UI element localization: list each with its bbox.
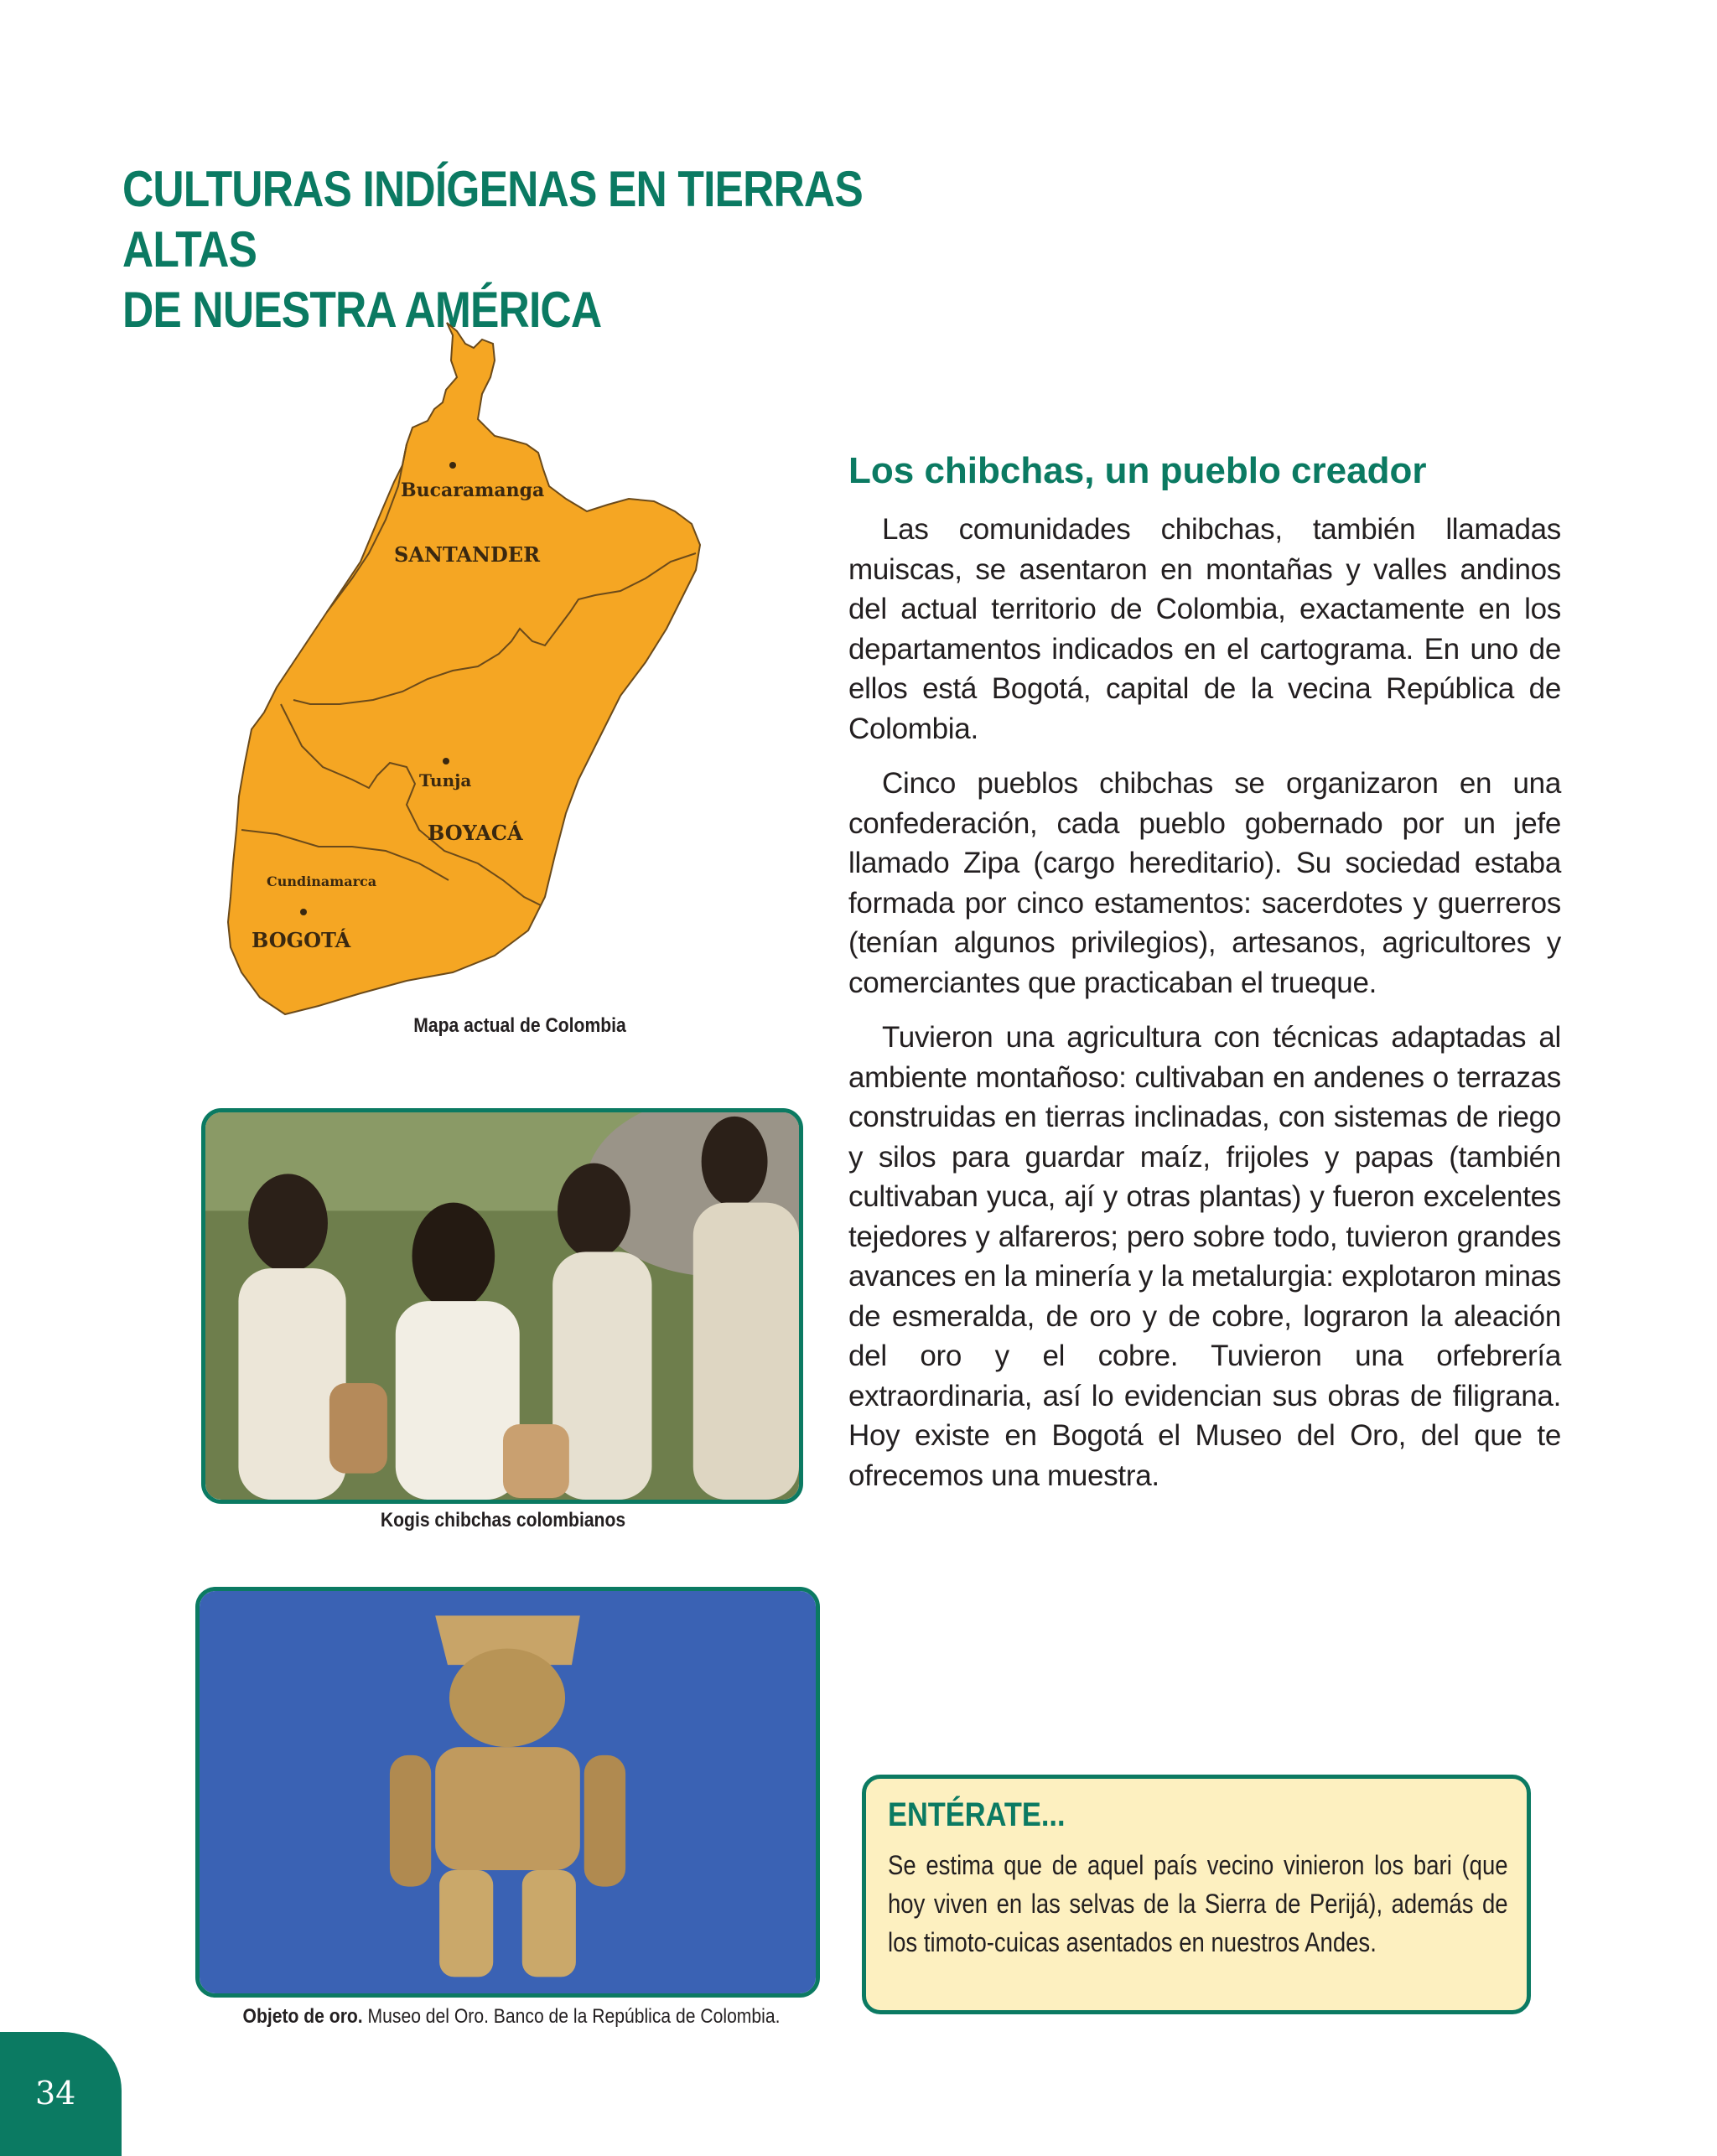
kogis-person-1-hair xyxy=(248,1174,328,1272)
kogis-person-1-body xyxy=(238,1268,345,1500)
tunja-dot xyxy=(443,758,449,764)
kogis-person-2-hair xyxy=(412,1203,495,1309)
kogis-bag-1 xyxy=(329,1383,387,1474)
tunja-label: Tunja xyxy=(419,770,472,790)
section-paragraph-2: Cinco pueblos chibchas se organizaron en una confederación, cada pueblo gobernado por un jefe llamado Zipa (cargo hereditario). Su sociedad estaba formada por cinco estamentos: sacerdotes y guerreros (tenían algunos privilegios), artesanos, agricultores y comerciantes que practicaban el trueque. xyxy=(848,767,1561,999)
kogis-person-4-hair xyxy=(702,1117,768,1207)
gold-figure-leg-left xyxy=(439,1870,493,1977)
enterate-box xyxy=(862,1775,1531,2014)
bogota-dot xyxy=(300,909,307,915)
gold-figure-torso xyxy=(435,1747,580,1870)
kogis-bag-2 xyxy=(503,1424,569,1498)
enterate-text: Se estima que de aquel país vecino vinieron los bari (que hoy viven en las selvas de la Sierra de Perijá), además de los timoto-cuicas asentados en nuestros Andes. xyxy=(888,1850,1508,1957)
gold-caption-bold: Objeto de oro. xyxy=(242,2005,363,2028)
gold-object-caption xyxy=(224,2005,799,2029)
enterate-heading: ENTÉRATE... xyxy=(888,1796,1066,1833)
section-paragraph-3: Tuvieron una agricultura con técnicas adaptadas al ambiente montañoso: cultivaban en andenes o terrazas construidas en tierras inclinadas, con sistemas de riego y silos para guardar maíz, frijoles y papas (también cultivaban yuca, ají y otras plantas) y fueron excelentes tejedores y alfareros; pero sobre todo, tuvieron grandes avances en la minería y la metalurgia: explotaron minas de esmeralda, de oro y de cobre, lograron la aleación del oro y el cobre. Tuvieron una orfebrería extraordinaria, así lo evidencian sus obras de filigrana. Hoy existe en Bogotá el Museo del Oro, del que te ofrecemos una muestra. xyxy=(848,1021,1561,1492)
page-number: 34 xyxy=(35,2075,76,2112)
bucaramanga-dot xyxy=(449,462,456,469)
gold-object-photo xyxy=(195,1587,820,1998)
section-heading: Los chibchas, un pueblo creador xyxy=(848,450,1427,491)
kogis-person-2-body xyxy=(396,1301,520,1500)
cundinamarca-label: Cundinamarca xyxy=(267,873,377,889)
kogis-person-4-body xyxy=(693,1203,799,1500)
gold-figure-head xyxy=(449,1649,565,1748)
chibchas-section xyxy=(848,444,1561,1511)
title-line-2: DE NUESTRA AMÉRICA xyxy=(122,282,602,338)
boyaca-label: BOYACÁ xyxy=(428,821,523,845)
santander-label: SANTANDER xyxy=(394,542,541,567)
map-caption: Mapa actual de Colombia xyxy=(413,1014,626,1037)
kogis-caption: Kogis chibchas colombianos xyxy=(380,1509,626,1531)
gold-caption-rest: Museo del Oro. Banco de la República de Colombia. xyxy=(362,2005,781,2028)
gold-figure-arm-right xyxy=(584,1755,625,1887)
kogis-photo xyxy=(201,1108,803,1504)
section-paragraph-1: Las comunidades chibchas, también llamadas muiscas, se asentaron en montañas y valles andinos del actual territorio de Colombia, exactamente en los departamentos indicados en el cartograma. En uno de ellos está Bogotá, capital de la vecina República de Colombia. xyxy=(848,513,1561,745)
gold-figure-leg-right xyxy=(522,1870,576,1977)
gold-figure-arm-left xyxy=(390,1755,431,1887)
title-line-1: CULTURAS INDÍGENAS EN TIERRAS ALTAS xyxy=(122,161,863,277)
colombia-map xyxy=(226,310,746,1023)
bucaramanga-label: Bucaramanga xyxy=(401,479,545,501)
kogis-person-3-hair xyxy=(558,1164,630,1259)
bogota-label: BOGOTÁ xyxy=(252,928,351,952)
